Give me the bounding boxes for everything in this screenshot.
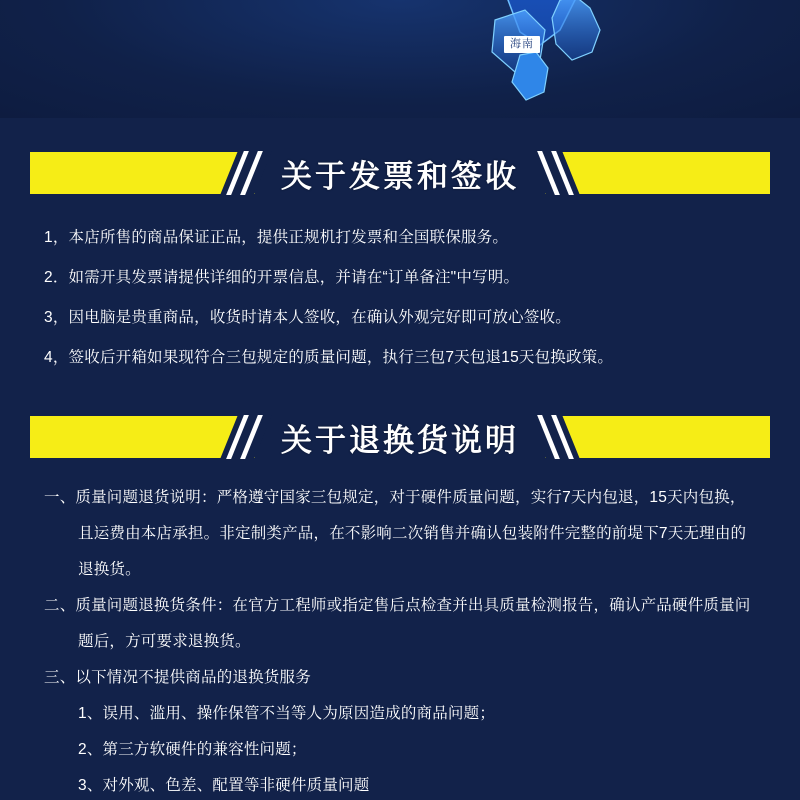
list-item: 3，因电脑是贵重商品，收货时请本人签收，在确认外观完好即可放心签收。 bbox=[44, 309, 571, 326]
section-banner-invoice bbox=[0, 146, 800, 200]
section-title-invoice: 关于发票和签收 bbox=[281, 158, 519, 194]
banner-plate bbox=[255, 146, 545, 200]
china-map-section bbox=[0, 0, 800, 118]
policy-item: 一、质量问题退货说明：严格遵守国家三包规定，对于硬件质量问题，实行7天内包退，15天内包换，且运费由本店承担。非定制类产品，在不影响二次销售并确认包装附件完整的前堤下7天无理由的退换货。 bbox=[44, 489, 747, 578]
banner-plate bbox=[255, 410, 545, 464]
map-label-hainan: 海南 bbox=[504, 36, 540, 53]
map-landmass bbox=[150, 0, 700, 100]
policy-sub-item: 2、第三方软硬件的兼容性问题； bbox=[78, 741, 307, 758]
section-banner-return bbox=[0, 410, 800, 464]
policy-item: 三、以下情况不提供商品的退换货服务 bbox=[44, 669, 311, 686]
list-item: 1，本店所售的商品保证正品，提供正规机打发票和全国联保服务。 bbox=[44, 229, 509, 246]
china-map-graphic bbox=[0, 0, 800, 118]
policy-sub-item: 3、对外观、色差、配置等非硬件质量问题 bbox=[78, 777, 370, 794]
policy-item: 二、质量问题退换货条件：在官方工程师或指定售后点检查并出具质量检测报告，确认产品硬件质量问题后，方可要求退换货。 bbox=[44, 597, 751, 650]
policy-sub-item: 1、误用、滥用、操作保管不当等人为原因造成的商品问题； bbox=[78, 705, 496, 722]
invoice-list bbox=[0, 200, 800, 382]
section-title-return: 关于退换货说明 bbox=[281, 422, 519, 458]
list-item: 4，签收后开箱如果现符合三包规定的质量问题，执行三包7天包退15天包换政策。 bbox=[44, 349, 614, 366]
return-policy-list bbox=[0, 464, 800, 800]
list-item: 2．如需开具发票请提供详细的开票信息，并请在“订单备注"中写明。 bbox=[44, 269, 520, 286]
